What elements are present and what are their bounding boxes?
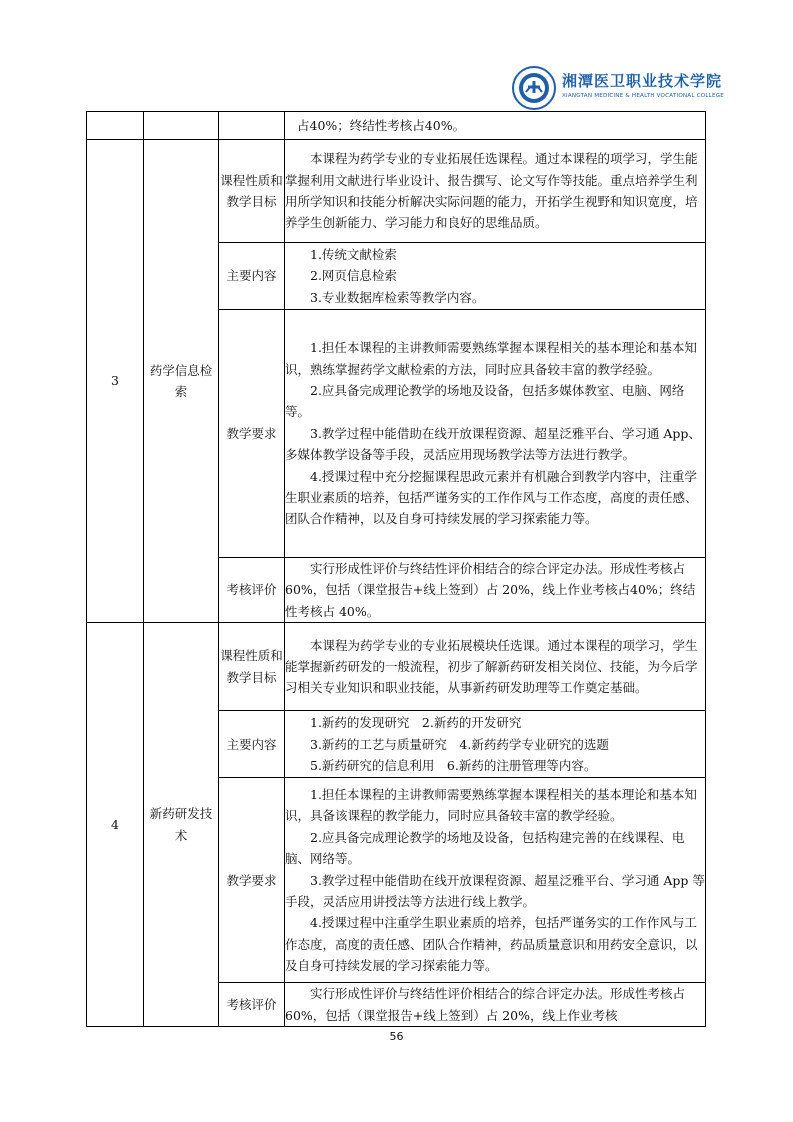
college-name: 湘潭医卫职业技术学院 — [562, 72, 723, 90]
requirement-paragraph: 2.应具备完成理论教学的场地及设备，包括多媒体教室、电脑、网络等。 — [285, 382, 685, 420]
empty-cell — [144, 112, 219, 140]
content-line: 1.传统文献检索 — [310, 246, 397, 262]
content-line: 1.新药的发现研究 2.新药的开发研究 — [310, 715, 522, 731]
requirements-text — [285, 310, 706, 558]
requirements-label: 教学要求 — [219, 778, 285, 983]
content-text — [285, 711, 706, 778]
empty-cell — [87, 112, 144, 140]
nature-label: 课程性质和教学目标 — [219, 140, 285, 243]
content-text — [285, 243, 706, 310]
course-number: 4 — [87, 623, 144, 1027]
course-name: 新药研发技术 — [144, 623, 219, 1027]
evaluation-text: 实行形成性评价与终结性评价相结合的综合评定办法。形成性考核占60%，包括（课堂报告+线上签到）占 20%，线上作业考核 — [285, 983, 706, 1027]
content-line: 3.新药的工艺与质量研究 4.新药药学专业研究的选题 — [310, 736, 609, 752]
table-row — [87, 140, 706, 243]
requirement-paragraph: 1.担任本课程的主讲教师需要熟练掌握本课程相关的基本理论和基本知识，熟练掌握药学文献检索的方法，同时应具备较丰富的教学经验。 — [285, 340, 697, 377]
requirements-text — [285, 778, 706, 983]
requirement-paragraph: 3.教学过程中能借助在线开放课程资源、超星泛雅平台、学习通 App 等手段，灵活应用讲授法等方法进行线上教学。 — [285, 872, 705, 909]
empty-cell — [219, 112, 285, 140]
college-logo — [512, 66, 724, 116]
page-number: 56 — [389, 1030, 404, 1043]
table-row — [87, 623, 706, 711]
course-table — [86, 111, 706, 1027]
requirement-paragraph: 2.应具备完成理论教学的场地及设备，包括构建完善的在线课程、电脑、网络等。 — [285, 829, 685, 867]
nature-text: 本课程为药学专业的专业拓展任选课程。通过本课程的项学习，学生能掌握利用文献进行毕业设计、报告撰写、论文写作等技能。重点培养学生利用所学知识和技能分析解决实际问题的能力，开拓学生视野和知识宽度，培养学生创新能力、学习能力和良好的思维品质。 — [285, 140, 706, 243]
college-seal-icon — [512, 66, 556, 110]
content-line: 5.新药研究的信息利用 6.新药的注册管理等内容。 — [310, 757, 597, 773]
course-number: 3 — [87, 140, 144, 623]
content-label: 主要内容 — [219, 243, 285, 310]
requirements-label: 教学要求 — [219, 310, 285, 558]
evaluation-label: 考核评价 — [219, 983, 285, 1027]
content-label: 主要内容 — [219, 711, 285, 778]
requirement-paragraph: 1.担任本课程的主讲教师需要熟练掌握本课程相关的基本理论和基本知识，具备该课程的教学能力，同时应具备较丰富的教学经验。 — [285, 786, 697, 824]
evaluation-label: 考核评价 — [219, 558, 285, 623]
requirement-paragraph: 4.授课过程中充分挖掘课程思政元素并有机融合到教学内容中，注重学生职业素质的培养，包括严谨务实的工作作风与工作态度，高度的责任感、团队合作精神，以及自身可持续发展的学习探索能力等。 — [285, 468, 698, 527]
content-line: 2.网页信息检索 — [310, 268, 397, 284]
nature-label: 课程性质和教学目标 — [219, 623, 285, 711]
requirement-paragraph: 3.教学过程中能借助在线开放课程资源、超星泛雅平台、学习通 App、多媒体教学设备等手段，灵活应用现场教学法等方法进行教学。 — [285, 425, 701, 463]
course-name: 药学信息检索 — [144, 140, 219, 623]
nature-text: 本课程为药学专业的专业拓展模块任选课。通过本课程的项学习，学生能掌握新药研发的一般流程，初步了解新药研发相关岗位、技能，为今后学习相关专业知识和职业技能，从事新药研发助理等工作奠定基础。 — [285, 623, 706, 711]
table-row — [87, 112, 706, 140]
content-line: 3.专业数据库检索等教学内容。 — [310, 289, 485, 305]
continuation-text: 占40%；终结性考核占40%。 — [285, 112, 706, 140]
requirement-paragraph: 4.授课过程中注重学生职业素质的培养，包括严谨务实的工作作风与工作态度，高度的责任感、团队合作精神，药品质量意识和用药安全意识，以及自身可持续发展的学习探索能力等。 — [285, 915, 698, 974]
college-name-en: XIANGTAN MEDICINE & HEALTH VOCATIONAL COLLEGE — [562, 93, 724, 99]
evaluation-text: 实行形成性评价与终结性评价相结合的综合评定办法。形成性考核占60%，包括（课堂报告+线上签到）占 20%，线上作业考核占40%；终结性考核占 40%。 — [285, 558, 706, 623]
